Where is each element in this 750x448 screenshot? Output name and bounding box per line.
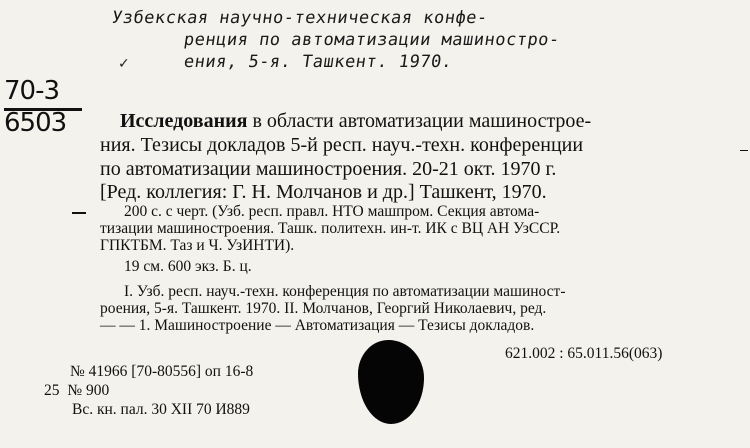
entry-line-3: по автоматизации машиностроения. 20-21 окт. 1970 г.	[100, 158, 557, 180]
handwritten-heading-line-1: Узбекская научно-техническая конфе-	[110, 8, 490, 28]
tracing-line-1: I. Узб. респ. науч.-техн. конференция по автоматизации машиност-	[124, 283, 566, 300]
description-line-4: 19 см. 600 экз. Б. ц.	[124, 258, 252, 275]
shelfmark-bottom: 6503	[4, 108, 67, 138]
description-line-2: тизации машиностроения. Ташк. политехн. ин-т. ИК с ВЦ АН УзССР.	[100, 220, 561, 237]
description-line-1: 200 с. с черт. (Узб. респ. правл. НТО машпром. Секция автома-	[124, 203, 540, 220]
margin-dash-mark	[72, 212, 86, 214]
tracing-line-3: — — 1. Машиностроение — Автоматизация — Тезисы докладов.	[100, 317, 535, 334]
entry-line-1	[120, 110, 591, 133]
entry-line-4: [Ред. коллегия: Г. Н. Молчанов и др.] Ташкент, 1970.	[100, 181, 547, 203]
udc-classification: 621.002 : 65.011.56(063)	[505, 345, 663, 362]
footer-line-1: № 41966 [70-80556] оп 16-8	[70, 363, 254, 380]
footer-line-2-number: № 900	[67, 382, 110, 399]
handwritten-heading-line-2: ренция по автоматизации машиностро-	[182, 30, 562, 50]
handwritten-heading-line-3: ения, 5-я. Ташкент. 1970.	[182, 52, 454, 72]
entry-title: Исследования	[120, 110, 248, 132]
description-line-3: ГПКТБМ. Таз и Ч. УзИНТИ).	[100, 237, 295, 254]
margin-dash-mark-right	[740, 150, 748, 151]
entry-line-2: ния. Тезисы докладов 5-й респ. науч.-техн. конференции	[100, 134, 584, 156]
footer-line-2-prefix: 25	[44, 382, 60, 399]
shelfmark-top: 70-3	[4, 76, 60, 106]
footer-line-2	[44, 382, 109, 400]
pencil-tick-mark: ✓	[118, 56, 130, 72]
tracing-line-2: роения, 5-я. Ташкент. 1970. II. Молчанов, Георгий Николаевич, ред.	[100, 300, 547, 317]
footer-line-3: Вс. кн. пал. 30 XII 70 И889	[72, 401, 250, 418]
ink-blot	[358, 340, 424, 424]
entry-line-1-rest: в области автоматизации машинострое-	[252, 110, 592, 132]
